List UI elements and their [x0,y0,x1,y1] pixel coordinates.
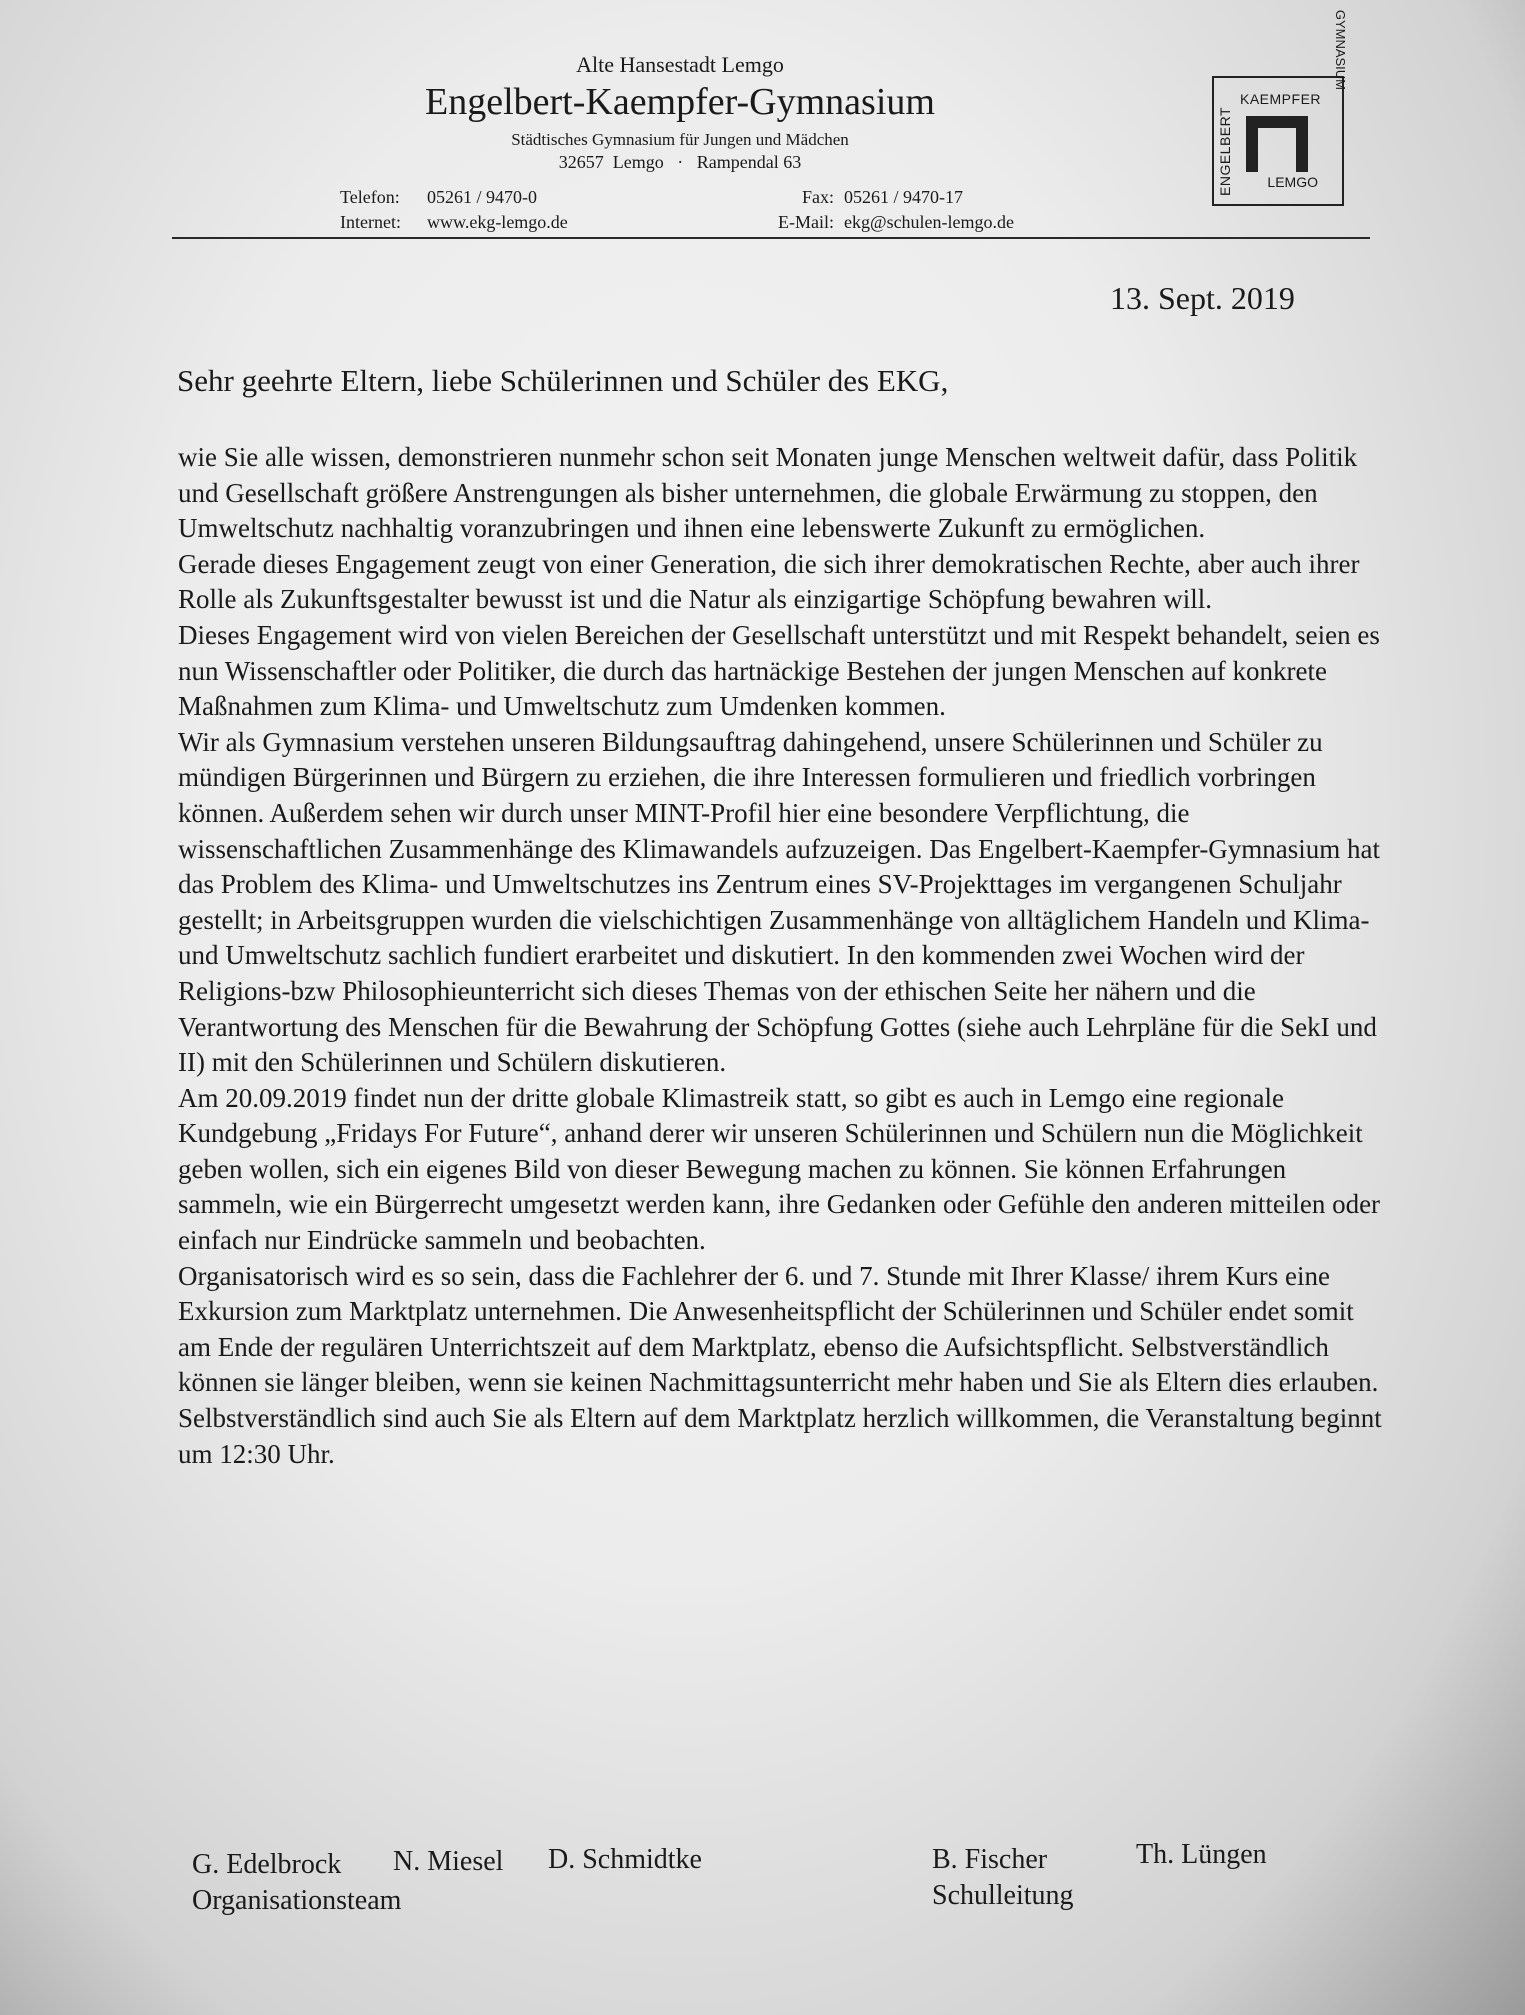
website: www.ekg-lemgo.de [427,212,568,232]
contact-right [757,185,1014,235]
paragraph: Gerade dieses Engagement zeugt von einer Generation, die sich ihrer demokratischen Rechte, aber auch ihrer Rolle als Zukunftsgestalter bewusst ist und die Natur als einzigartige Schöpfung bewahren will. [178,548,1360,615]
letterhead [330,52,1030,173]
signature-luengen: Th. Lüngen [1136,1839,1267,1870]
signature-fischer: B. Fischer [932,1844,1048,1875]
signature-schmidtke: D. Schmidtke [548,1844,702,1875]
internet-label: Internet: [340,212,401,232]
header-divider [172,237,1370,239]
paragraph: wie Sie alle wissen, demonstrieren nunmehr schon seit Monaten junge Menschen weltweit dafür, dass Politik und Gesellschaft größere Anstrengungen als bisher unternehmen, die globale Erwärmung zu stoppen, den Umweltschutz nachhaltig voranzubringen und ihnen eine lebenswerte Zukunft zu ermöglichen. [178,442,1358,544]
logo-pillar-right [1296,126,1308,172]
email-address: ekg@schulen-lemgo.de [844,212,1015,232]
letterhead-school-name: Engelbert-Kaempfer-Gymnasium [425,81,935,123]
paragraph: Am 20.09.2019 findet nun der dritte globale Klimastreik statt, so gibt es auch in Lemgo eine regionale Kundgebung „Fridays For Future“, anhand derer wir unseren Schülerinnen und Schülern nun die Möglichkeit geben wollen, sich ein eigenes Bild von dieser Bewegung machen zu können. Sie können Erfahrungen sammeln, wie ein Bürgerrecht umgesetzt werden kann, ihre Gedanken oder Gefühle den anderen mitteilen oder einfach nur Eindrücke sammeln und beobachten. [178,1082,1381,1256]
signature-miesel: N. Miesel [393,1846,504,1877]
letter-body [178,440,1386,1472]
letterhead-subtitle: Städtisches Gymnasium für Jungen und Mädchen [511,130,849,149]
letter-date: 13. Sept. 2019 [1110,280,1295,316]
paragraph: Selbstverständlich sind auch Sie als Eltern auf dem Marktplatz herzlich willkommen, die Veranstaltung beginnt um 12:30 Uhr. [178,1403,1382,1469]
paragraph: Organisatorisch wird es so sein, dass die Fachlehrer der 6. und 7. Stunde mit Ihrer Klasse/ ihrem Kurs eine Exkursion zum Marktplatz unternehmen. Die Anwesenheitspflicht der Schülerinnen und Schüler endet somit am Ende der regulären Unterrichtszeit auf dem Marktplatz, ebenso die Aufsichtspflicht. Selbstverständlich können sie länger bleiben, wenn sie keinen Nachmittagsunterricht mehr haben und Sie als Eltern dies erlauben. [178,1260,1379,1398]
signature-team-label: Organisationsteam [192,1885,402,1916]
letterhead-city: Alte Hansestadt Lemgo [576,52,784,77]
logo-pillar-left [1246,126,1258,172]
school-logo [1212,9,1348,206]
email-label: E-Mail: [778,212,834,232]
signature-edelbrock: G. Edelbrock [192,1849,342,1880]
letterhead-address: 32657 Lemgo · Rampendal 63 [558,152,802,172]
salutation: Sehr geehrte Eltern, liebe Schülerinnen und Schüler des EKG, [177,363,949,398]
logo-text-top: KAEMPFER [1240,91,1322,107]
fax-label: Fax: [801,187,834,207]
phone-label: Telefon: [340,187,400,207]
contact-left [340,185,568,235]
logo-text-left: ENGELBERT [1217,106,1233,196]
paragraph: Wir als Gymnasium verstehen unseren Bildungsauftrag dahingehend, unsere Schülerinnen und Schüler zu mündigen Bürgerinnen und Bürgern zu erziehen, die ihre Interessen formulieren und friedlich vorbringen können. Außerdem sehen wir durch unser MINT-Profil hier eine besondere Verpflichtung, die wissenschaftlichen Zusammenhänge des Klimawandels aufzuzeigen. Das Engelbert-Kaempfer-Gymnasium hat das Problem des Klima- und Umweltschutzes ins Zentrum eines SV-Projekttages im vergangenen Schuljahr gestellt; in Arbeitsgruppen wurden die vielschichtigen Zusammenhänge von alltäglichem Handeln und Klima- und Umweltschutz sachlich fundiert erarbeitet und diskutiert. In den kommenden zwei Wochen wird der Religions-bzw Philosophieunterricht sich dieses Themas von der ethischen Seite her nähern und die Verantwortung des Menschen für die Bewahrung der Schöpfung Gottes (siehe auch Lehrpläne für die SekI und II) mit den Schülerinnen und Schülern diskutieren. [178,726,1381,1078]
logo-text-right: GYMNASIUM [1333,9,1348,90]
signature-leadership-label: Schulleitung [932,1880,1074,1911]
paragraph: Dieses Engagement wird von vielen Bereichen der Gesellschaft unterstützt und mit Respekt behandelt, seien es nun Wissenschaftler oder Politiker, die durch das hartnäckige Bestehen der jungen Menschen auf konkrete Maßnahmen zum Klima- und Umweltschutz zum Umdenken kommen. [178,619,1380,722]
fax-number: 05261 / 9470-17 [844,187,963,207]
phone-number: 05261 / 9470-0 [427,187,537,207]
logo-text-bottom: LEMGO [1267,174,1318,190]
